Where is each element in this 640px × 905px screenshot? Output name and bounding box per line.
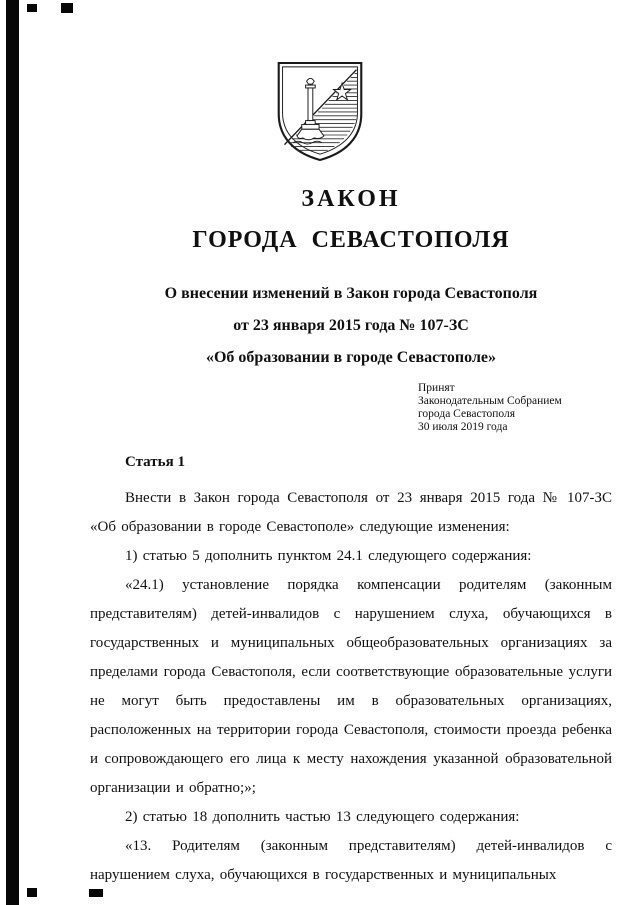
body-paragraph: 2) статью 18 дополнить частью 13 следующего содержания: xyxy=(125,809,520,825)
law-subtitle-line2: от 23 января 2015 года № 107-ЗС xyxy=(233,317,469,334)
scan-mark-top-1 xyxy=(27,4,37,12)
scan-mark-top-2 xyxy=(61,3,73,13)
body-paragraph: 1) статью 5 дополнить пунктом 24.1 следующего содержания: xyxy=(125,548,532,564)
law-title-line1: ЗАКОН xyxy=(301,186,401,212)
law-title-line2: ГОРОДА СЕВАСТОПОЛЯ xyxy=(192,227,510,253)
adoption-line-3: города Севастополя xyxy=(418,408,515,420)
sevastopol-coat-of-arms-icon xyxy=(272,58,368,164)
article-1-body xyxy=(90,484,612,890)
article-1-heading: Статья 1 xyxy=(125,454,185,470)
body-paragraph: «13. Родителям (законным представителям) детей-инвалидов с нарушением слуха, обучающихся в государственных и муниципальных xyxy=(90,838,612,883)
adoption-block xyxy=(418,382,612,434)
law-subtitle xyxy=(90,278,612,374)
scan-mark-bottom-1 xyxy=(27,888,37,897)
adoption-line-4: 30 июля 2019 года xyxy=(418,421,508,433)
document-content xyxy=(0,58,640,890)
law-subtitle-line1: О внесении изменений в Закон города Севастополя xyxy=(164,285,538,302)
scan-artifact-left-bar xyxy=(6,0,19,905)
law-subtitle-line3: «Об образовании в городе Севастополе» xyxy=(205,349,497,366)
scan-mark-bottom-2 xyxy=(89,889,103,897)
adoption-line-2: Законодательным Собранием xyxy=(418,395,562,407)
body-paragraph: «24.1) установление порядка компенсации родителям (законным представителям) детей-инвалидов с нарушением слуха, обучающихся в государственных и муниципальных общеобразовательных организациях за пределами города Севастополя, если соответствующие образовательные услуги не могут быть предоставлены им в образовательных организациях, расположенных на территории города Севастополя, стоимости проезда ребенка и сопровождающего его лица к месту нахождения указанной образовательной организации и обратно;»; xyxy=(90,577,612,796)
adoption-line-1: Принят xyxy=(418,382,455,394)
body-paragraph: Внести в Закон города Севастополя от 23 января 2015 года № 107-ЗС «Об образовании в городе Севастополе» следующие изменения: xyxy=(90,490,612,535)
